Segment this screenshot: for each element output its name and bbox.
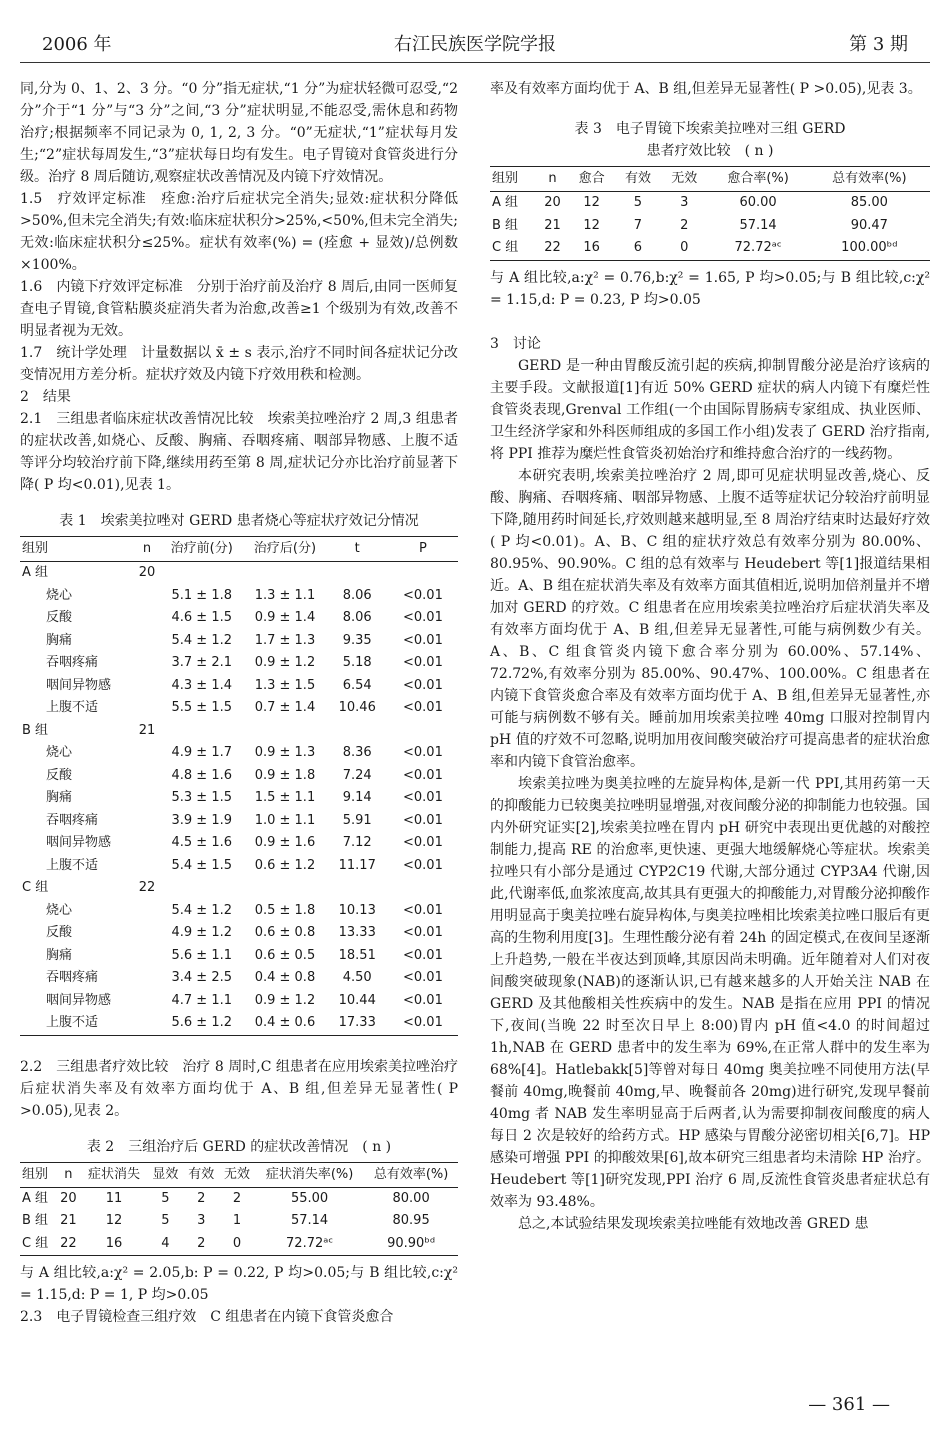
table-cell: 2 xyxy=(680,217,689,233)
table2-header: 症状消失率(%) xyxy=(265,1166,354,1182)
table-cell: <0.01 xyxy=(403,700,443,715)
paragraph: GERD 是一种由胃酸反流引起的疾病,抑制胃酸分泌是治疗该病的主要手段。文献报道[1]有近 50% GERD 症状的病人内镜下有糜烂性食管炎表现,Grenval 工作组(一个由国际胃肠病专家组成、执业医师、卫生经济学家和外科医师组成的多国工作小组)发表了 GERD 治疗指南,将 PPI 推荐为糜烂性食管炎初始治疗和维持愈合治疗的一线药物。 xyxy=(490,357,930,462)
table-cell: A 组 xyxy=(22,1190,49,1206)
table3-header: 无效 xyxy=(671,171,698,186)
table-cell xyxy=(134,607,160,630)
section-heading: 3 讨论 xyxy=(490,335,541,352)
paragraph: 率及有效率方面均优于 A、B 组,但差异无显著性( P >0.05),见表 3。 xyxy=(490,81,922,97)
table-cell: 72.72ᵃᶜ xyxy=(286,1235,334,1251)
table-cell: <0.01 xyxy=(403,610,443,625)
table3-note: 与 A 组比较,a:χ² = 0.76,b:χ² = 1.65, P 均>0.05;与 B 组比较,c:χ² = 1.15,d: P = 0.23, P 均>0.05 xyxy=(490,269,930,308)
table-cell: <0.01 xyxy=(403,992,443,1008)
table2-note: 与 A 组比较,a:χ² = 2.05,b: P = 0.22, P 均>0.05;与 B 组比较,c:χ² = 1.15,d: P = 1, P 均>0.05 xyxy=(20,1265,458,1303)
table-cell xyxy=(243,720,326,743)
table-row xyxy=(20,562,458,585)
table-cell: <0.01 xyxy=(403,1015,443,1030)
table-cell: 4.6 ± 1.5 xyxy=(171,610,232,625)
table2 xyxy=(20,1162,458,1257)
table-cell: 0.9 ± 1.8 xyxy=(254,767,316,783)
table2-header: n xyxy=(64,1166,73,1182)
table-row xyxy=(20,990,458,1013)
left-column xyxy=(20,78,458,1328)
table2-header: 显效 xyxy=(152,1166,179,1182)
table-cell: 胸痛 xyxy=(46,790,73,805)
table-cell: 12 xyxy=(105,1213,123,1228)
table-cell: 上腹不适 xyxy=(46,857,99,873)
table-cell: 22 xyxy=(544,240,561,255)
table-cell: 90.47 xyxy=(850,217,888,233)
header-year: 2006 年 xyxy=(42,34,112,55)
table-cell: A 组 xyxy=(492,195,519,210)
table-cell: 5 xyxy=(161,1213,170,1228)
table-cell: 吞咽疼痛 xyxy=(46,970,99,985)
table-cell: 13.33 xyxy=(338,925,376,940)
table-cell xyxy=(134,810,160,833)
table-cell: <0.01 xyxy=(403,925,443,940)
table-cell xyxy=(243,877,326,900)
table-cell: 20 xyxy=(544,195,561,210)
table-cell: 0.9 ± 1.2 xyxy=(254,655,316,670)
table-cell: <0.01 xyxy=(403,767,443,783)
table-row xyxy=(20,900,458,923)
table-cell: 20 xyxy=(138,565,156,580)
page-header xyxy=(0,0,950,60)
table-row xyxy=(20,742,458,765)
table-cell: 1.3 ± 1.1 xyxy=(254,587,316,603)
table-cell: 7 xyxy=(633,217,643,233)
table-cell: C 组 xyxy=(22,1235,49,1251)
table-cell: 0.9 ± 1.6 xyxy=(254,835,316,850)
table-cell: 10.44 xyxy=(338,992,376,1008)
table1-caption: 表 1 埃索美拉唑对 GERD 患者烧心等症状疗效记分情况 xyxy=(59,513,419,529)
table1-header: t xyxy=(354,541,360,556)
table-row xyxy=(20,630,458,653)
paragraph: 1.7 统计学处理 计量数据以 x̄ ± s 表示,治疗不同时间各症状记分改变情况用方差分析。症状疗效及内镜下疗效用秩和检测。 xyxy=(20,345,458,383)
table3 xyxy=(490,166,930,261)
table-cell: 上腹不适 xyxy=(46,1015,99,1030)
paragraph: 2.2 三组患者疗效比较 治疗 8 周时,C 组患者在应用埃索美拉唑治疗后症状消失率及有效率方面均优于 A、B 组,但差异无显著性( P >0.05),见表 2。 xyxy=(20,1058,458,1119)
table-cell xyxy=(388,720,458,743)
table-cell: 4 xyxy=(161,1235,170,1251)
table-cell xyxy=(243,562,326,585)
table-cell: <0.01 xyxy=(403,970,443,985)
table-cell: 0 xyxy=(232,1235,242,1251)
table-row xyxy=(20,1012,458,1035)
table-row xyxy=(20,810,458,833)
table-row xyxy=(20,765,458,788)
table-cell: 16 xyxy=(583,240,600,255)
table-cell: 2 xyxy=(197,1190,206,1206)
table2-caption: 表 2 三组治疗后 GERD 的症状改善情况 ( n ) xyxy=(86,1138,392,1155)
table-cell: 4.3 ± 1.4 xyxy=(171,677,232,693)
table-cell: 60.00 xyxy=(739,195,777,210)
table-cell: <0.01 xyxy=(403,655,443,670)
table-row xyxy=(20,1210,458,1233)
table-cell: 0.6 ± 1.2 xyxy=(254,857,316,873)
table-cell: 0.9 ± 1.4 xyxy=(254,610,316,625)
table-cell: 5 xyxy=(161,1190,170,1206)
table-cell xyxy=(134,990,160,1013)
table-cell xyxy=(327,562,388,585)
table-row xyxy=(20,585,458,608)
table-cell: 5.6 ± 1.1 xyxy=(171,947,232,963)
table-cell: 0.6 ± 0.5 xyxy=(254,947,316,963)
table-row xyxy=(20,607,458,630)
table-cell xyxy=(388,562,458,585)
table-cell: 22 xyxy=(60,1235,77,1251)
table-cell: 吞咽疼痛 xyxy=(46,655,99,670)
table-cell: 21 xyxy=(138,722,156,738)
table-cell: 2 xyxy=(197,1235,206,1251)
table-row xyxy=(490,192,930,215)
table2-header: 无效 xyxy=(224,1166,251,1182)
table-cell: 0.4 ± 0.6 xyxy=(254,1015,316,1030)
paragraph: 总之,本试验结果发现埃索美拉唑能有效地改善 GRED 患 xyxy=(518,1215,869,1232)
table-cell: 6.54 xyxy=(342,677,372,693)
table-cell xyxy=(134,585,160,608)
table-cell: 咽间异物感 xyxy=(46,992,112,1008)
table-cell: 1.7 ± 1.3 xyxy=(254,632,316,648)
table-row xyxy=(20,1233,458,1256)
table-cell: <0.01 xyxy=(403,677,443,693)
table-row xyxy=(20,832,458,855)
table-cell xyxy=(134,900,160,923)
table-cell: 57.14 xyxy=(290,1213,329,1228)
table-cell: <0.01 xyxy=(403,632,443,648)
table-cell: 3 xyxy=(197,1213,206,1228)
table-cell: 16 xyxy=(105,1235,123,1251)
table-cell: 20 xyxy=(60,1190,77,1206)
paragraph: 本研究表明,埃索美拉唑治疗 2 周,即可见症状明显改善,烧心、反酸、胸痛、吞咽疼痛、咽部异物感、上腹不适等症状记分较治疗前明显下降,随用药时间延长,疗效则越来越明显,至 8 周治疗结束时达最好疗效( P 均<0.01)。A、B、C 组的症状疗效总有效率分别为 80.00%、80.95%、90.90%。C 组的总有效率与 Heudebert 等[1]报道结果相近。A、B 组在症状消失率及有效率方面其值相近,说明加倍剂量并不增加对 GERD 的疗效。C 组患者在应用埃索美拉唑治疗后症状消失率及有效率方面均优于 A、B 组,但差异无显著性,可能与病例数少有关。A、B、C 组食管炎内镜下愈合率分别为 60.00%、57.14%、72.72%,有效率分别为 85.00%、90.47%、100.00%。C 组患者在内镜下食管炎愈合率及有效率方面均优于 A、B 组,但差异无显著性,亦可能与病例数不够有关。睡前加用埃索美拉唑 40mg 口服对控制胃内 pH 值的疗效不可忽略,说明加用夜间酸突破治疗可提高患者的症状治愈率和内镜下食管治愈率。 xyxy=(490,467,930,770)
table-row xyxy=(20,675,458,698)
table-cell: 5.18 xyxy=(342,655,372,670)
table-cell xyxy=(134,967,160,990)
table-cell: <0.01 xyxy=(403,947,443,963)
table-cell: 5.3 ± 1.5 xyxy=(171,790,232,805)
table-cell: 3.4 ± 2.5 xyxy=(171,970,232,985)
table-cell: 3.7 ± 2.1 xyxy=(171,655,232,670)
table-cell xyxy=(134,945,160,968)
table-cell xyxy=(327,877,388,900)
table2-header: 有效 xyxy=(188,1166,215,1182)
table-cell: 6 xyxy=(633,240,643,255)
table-cell: 8.06 xyxy=(342,587,372,603)
table-cell: <0.01 xyxy=(403,812,443,828)
page-number: — 361 — xyxy=(808,1394,890,1415)
table-cell: 1.0 ± 1.1 xyxy=(254,812,316,828)
table-row xyxy=(20,697,458,720)
table-cell: 11 xyxy=(105,1190,123,1206)
table-cell: 10.13 xyxy=(338,902,376,918)
table-cell: 烧心 xyxy=(46,745,73,760)
table1 xyxy=(20,536,458,1036)
table-cell: 2 xyxy=(232,1190,242,1206)
table3-header: n xyxy=(548,171,557,186)
table-cell: 4.8 ± 1.6 xyxy=(171,767,232,783)
table-cell: 0.9 ± 1.2 xyxy=(254,992,316,1008)
table-cell: B 组 xyxy=(492,217,519,233)
table3-caption: 表 3 电子胃镜下埃索美拉唑对三组 GERD xyxy=(574,121,846,137)
table-cell: 5.6 ± 1.2 xyxy=(171,1015,232,1030)
table-row xyxy=(20,720,458,743)
table-cell: 烧心 xyxy=(46,587,73,603)
table-cell: 5.5 ± 1.5 xyxy=(171,700,232,715)
table-cell xyxy=(134,652,160,675)
table-cell: 3 xyxy=(680,195,689,210)
table1-header: 治疗后(分) xyxy=(253,541,317,556)
table-row xyxy=(490,215,930,238)
table-cell xyxy=(134,787,160,810)
table-cell: 4.50 xyxy=(342,970,372,985)
table-cell: <0.01 xyxy=(403,835,443,850)
table-cell: C 组 xyxy=(22,880,49,895)
table-cell: 0 xyxy=(680,240,689,255)
table3-header: 组别 xyxy=(492,171,519,186)
table-cell: 57.14 xyxy=(739,217,777,233)
table-cell: 12 xyxy=(583,217,600,233)
table-cell: 7.12 xyxy=(342,835,372,850)
table1-header: P xyxy=(419,541,427,556)
table-cell: 21 xyxy=(544,217,561,233)
table-cell: 反酸 xyxy=(46,767,73,783)
table-cell: 17.33 xyxy=(338,1015,376,1030)
table-cell: 4.9 ± 1.2 xyxy=(171,925,232,940)
table-cell: 5.4 ± 1.2 xyxy=(171,632,232,648)
table-cell: 9.35 xyxy=(342,632,372,648)
paragraph: 1.5 疗效评定标准 痊愈:治疗后症状完全消失;显效:症状积分降低>50%,但未完全消失;有效:临床症状积分>25%,<50%,但未完全消失;无效:临床症状积分≤25%。症状有效率(%) = (痊愈 + 显效)/总例数×100%。 xyxy=(20,191,458,273)
table-cell: 4.9 ± 1.7 xyxy=(171,745,232,760)
table-cell: 5.4 ± 1.5 xyxy=(171,857,232,873)
table3-header: 有效 xyxy=(624,171,651,186)
paragraph: 2.1 三组患者临床症状改善情况比较 埃索美拉唑治疗 2 周,3 组患者的症状改善,如烧心、反酸、胸痛、吞咽疼痛、咽部异物感、上腹不适等评分均较治疗前下降,继续用药至第 8 周,症状记分亦比治疗前显著下降( P 均<0.01),见表 1。 xyxy=(20,411,458,493)
table-cell: <0.01 xyxy=(403,587,443,603)
paragraph: 埃索美拉唑为奥美拉唑的左旋异构体,是新一代 PPI,其用药第一天的抑酸能力已较奥美拉唑明显增强,对夜间酸分泌的抑制能力也较强。国内外研究证实[2],埃索美拉唑在胃内 pH 研究中表现出更优越的对酸控制能力,提高 RE 的治愈率,更快速、更强大地缓解烧心等症状。埃索美拉唑只有小部分是通过 CYP2C19 代谢,大部分通过 CYP3A4 代谢,因此,代谢率低,血浆浓度高,故其具有更强大的抑酸能力,对胃酸分泌抑酸作用明显高于奥美拉唑右旋异构体,与奥美拉唑相比埃索美拉唑口服后有更高的生物利用度[3]。生理性酸分泌有着 24h 的固定模式,在夜间呈逐渐上升趋势,一般在半夜达到顶峰,其原因尚未明确。近年随着对人们对夜间酸突破现象(NAB)的逐渐认识,已有越来越多的人开始关注 NAB 在 GERD 及其他酸相关性疾病中的发生。NAB 是指在应用 PPI 的情况下,夜间(当晚 22 时至次日早上 8:00)胃内 pH 值<4.0 的时间超过 1h,NAB 在 GERD 患者中的发生率为 69%,在正常人群中的发生率为 68%[4]。Hatlebakk[5]等曾对每日 40mg 奥美拉唑不同使用方法(早餐前 40mg,晚餐前 40mg,早、晚餐前各 20mg)进行研究,发现早餐前 40mg 者 NAB 发生率明显高于后两者,认为需要抑制夜间酸度的病人每日 2 次是较好的给药方式。HP 感染与胃酸分泌密切相关[6,7]。HP 感染可增强 PPI 的抑酸效果[6],故本研究三组患者均未清除 HP 治疗。Heudebert 等[1]研究发现,PPI 治疗 6 周,反流性食管炎患者症状总有效率为 93.48%。 xyxy=(490,775,930,1210)
table-cell: 0.4 ± 0.8 xyxy=(254,970,316,985)
table-cell: 8.36 xyxy=(342,745,372,760)
table-cell xyxy=(134,630,160,653)
section-heading: 2 结果 xyxy=(20,389,71,405)
table-cell: 上腹不适 xyxy=(46,700,99,715)
table-cell xyxy=(388,877,458,900)
table-cell xyxy=(160,720,243,743)
table-cell: A 组 xyxy=(22,565,49,580)
table1-header: n xyxy=(142,541,152,556)
table-cell xyxy=(134,742,160,765)
table-cell: 1.3 ± 1.5 xyxy=(254,677,316,693)
table-cell xyxy=(134,675,160,698)
table-cell: 烧心 xyxy=(46,902,73,918)
table-cell: 1 xyxy=(232,1213,242,1228)
table-cell: 11.17 xyxy=(338,857,376,873)
table-cell: 5.1 ± 1.8 xyxy=(171,587,232,603)
table-cell xyxy=(134,922,160,945)
table-cell: 4.7 ± 1.1 xyxy=(171,992,232,1008)
table2-header: 症状消失 xyxy=(88,1166,141,1182)
table-cell xyxy=(134,697,160,720)
table-cell: 55.00 xyxy=(290,1190,329,1206)
table-cell: C 组 xyxy=(492,240,519,255)
table-cell xyxy=(160,562,243,585)
table-cell: 0.7 ± 1.4 xyxy=(254,700,316,715)
table-row xyxy=(20,967,458,990)
table-cell xyxy=(160,877,243,900)
table3-header: 愈合率(%) xyxy=(727,171,789,186)
table-row xyxy=(20,1187,458,1210)
table-cell: 1.5 ± 1.1 xyxy=(254,790,316,805)
table-cell: 80.00 xyxy=(392,1190,430,1206)
table3-header: 愈合 xyxy=(578,171,605,186)
table-cell: 10.46 xyxy=(338,700,376,715)
header-issue: 第 3 期 xyxy=(849,34,908,55)
table3-header: 总有效率(%) xyxy=(832,171,907,186)
table-cell: 3.9 ± 1.9 xyxy=(171,812,232,828)
table-cell xyxy=(134,832,160,855)
table-cell: 反酸 xyxy=(46,610,73,625)
table-cell: 5 xyxy=(633,195,643,210)
header-journal: 右江民族医学院学报 xyxy=(394,34,556,55)
table-cell: B 组 xyxy=(22,722,49,738)
paragraph: 2.3 电子胃镜检查三组疗效 C 组患者在内镜下食管炎愈合 xyxy=(20,1309,394,1325)
table-cell: 90.90ᵇᵈ xyxy=(387,1235,436,1251)
table-cell: 0.5 ± 1.8 xyxy=(254,902,316,918)
table-row xyxy=(20,855,458,878)
table-cell: B 组 xyxy=(22,1213,49,1228)
table-row xyxy=(490,237,930,260)
table-cell xyxy=(327,720,388,743)
table-cell: 12 xyxy=(583,195,600,210)
table-row xyxy=(20,877,458,900)
paragraph: 1.6 内镜下疗效评定标准 分别于治疗前及治疗 8 周后,由同一医师复查电子胃镜,食管粘膜炎症消失者为治愈,改善≥1 个级别为有效,改善不明显者视为无效。 xyxy=(20,279,458,339)
right-column xyxy=(490,78,930,1235)
table3-caption-line2: 患者疗效比较 ( n ) xyxy=(646,143,774,159)
table-cell: 5.91 xyxy=(342,812,372,828)
table-cell xyxy=(134,765,160,788)
table-cell: <0.01 xyxy=(403,790,443,805)
table-cell: 18.51 xyxy=(338,947,376,963)
table-cell: <0.01 xyxy=(403,745,443,760)
table-row xyxy=(20,652,458,675)
table-cell: 反酸 xyxy=(46,925,73,940)
table-cell: 咽间异物感 xyxy=(46,677,112,693)
table-cell: 4.5 ± 1.6 xyxy=(171,835,232,850)
table-cell: 0.6 ± 0.8 xyxy=(254,925,316,940)
table-cell: 胸痛 xyxy=(46,632,73,648)
table-cell: 咽间异物感 xyxy=(46,835,112,850)
header-rule xyxy=(20,62,930,63)
table-row xyxy=(20,945,458,968)
table1-header: 组别 xyxy=(22,541,49,556)
table-cell: 吞咽疼痛 xyxy=(46,812,99,828)
table2-header: 组别 xyxy=(22,1166,49,1182)
table-row xyxy=(20,922,458,945)
table-cell: 胸痛 xyxy=(46,947,73,963)
table-cell xyxy=(134,1012,160,1035)
table-cell: <0.01 xyxy=(403,857,443,873)
paragraph: 同,分为 0、1、2、3 分。“0 分”指无症状,“1 分”为症状轻微可忍受,“2 分”介于“1 分”与“3 分”之间,“3 分”症状明显,不能忍受,需休息和药物治疗;根据频率不同记录为 0, 1, 2, 3 分。“0”无症状,“1”症状每月发生;“2”症状每周发生,“3”症状每日均有发生。电子胃镜对食管炎进行分级。治疗 8 周后随访,观察症状改善情况及内镜下疗效情况。 xyxy=(20,81,458,185)
table-cell: 7.24 xyxy=(342,767,372,783)
table-row xyxy=(20,787,458,810)
table-cell: 72.72ᵃᶜ xyxy=(734,240,782,255)
table-cell: 21 xyxy=(60,1213,77,1228)
table-cell: 80.95 xyxy=(392,1213,430,1228)
table-cell: 0.9 ± 1.3 xyxy=(254,745,316,760)
table-cell xyxy=(134,855,160,878)
table2-header: 总有效率(%) xyxy=(373,1166,449,1182)
table-cell: 85.00 xyxy=(850,195,888,210)
table-cell: <0.01 xyxy=(403,902,443,918)
table-cell: 22 xyxy=(138,880,156,895)
table-cell: 100.00ᵇᵈ xyxy=(841,240,898,255)
table-cell: 5.4 ± 1.2 xyxy=(171,902,232,918)
table1-header: 治疗前(分) xyxy=(170,541,233,556)
table-cell: 8.06 xyxy=(342,610,372,625)
table-cell: 9.14 xyxy=(342,790,372,805)
